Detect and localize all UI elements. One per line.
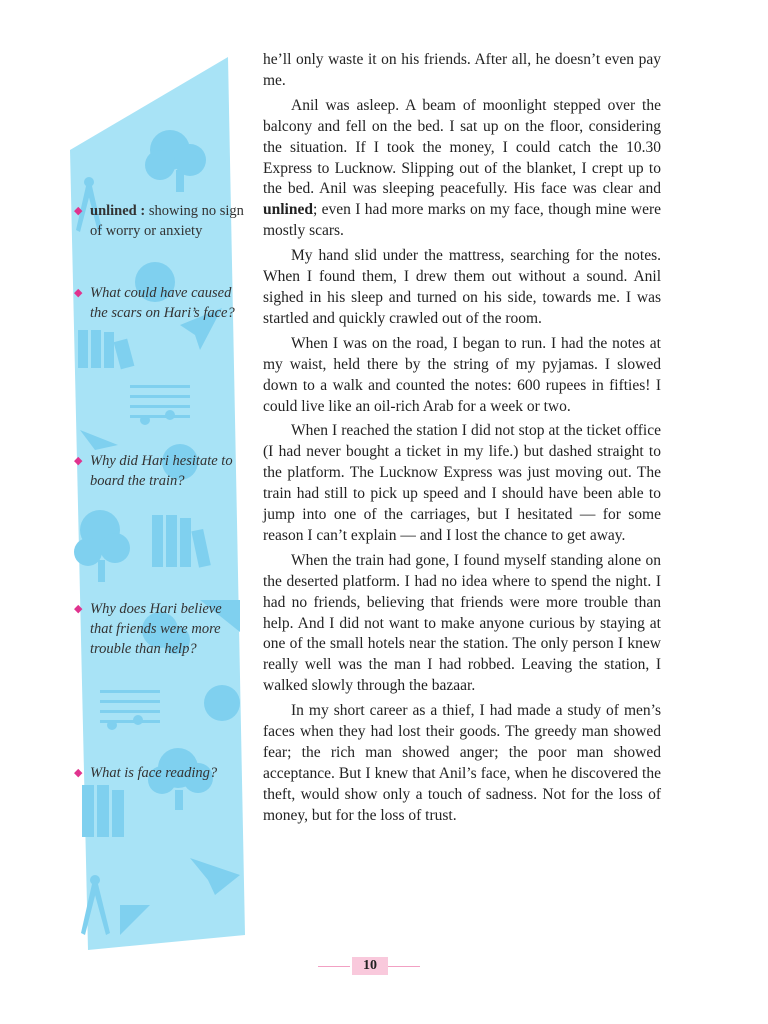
paragraph: When the train had gone, I found myself standing alone on the deserted platform. I had no idea where to spend the night. I had no friends, believing that friends were more trouble than help. And I did not want to make anyone curious by staying at one of the small hotels near the station. The only person I knew really well was the man I had robbed. Leaving the station, I walked slowly through the bazaar. bbox=[263, 551, 661, 695]
glossary-word: unlined bbox=[263, 201, 313, 219]
glossary-term: unlined : bbox=[90, 203, 146, 219]
bullet-icon: ◆ bbox=[74, 455, 83, 467]
margin-question: ◆ Why did Hari hesitate to board the train? bbox=[74, 453, 233, 489]
bullet-icon: ◆ bbox=[74, 603, 83, 615]
paragraph: When I was on the road, I began to run. I had the notes at my waist, held there by the string of my pyjamas. I slowed down to a walk and counted the notes: 600 rupees in fifties! I could live like an oil-rich Arab for a week or two. bbox=[263, 334, 661, 415]
books-icon bbox=[82, 785, 124, 837]
bullet-icon: ◆ bbox=[74, 287, 83, 299]
page-number-rule bbox=[318, 966, 350, 967]
margin-question: ◆ Why does Hari believe that friends were more trouble than help? bbox=[74, 601, 222, 657]
paragraph: My hand slid under the mattress, searching for the notes. When I found them, I drew them out without a sound. Anil sighed in his sleep and turned on his side, towards me. I was startled and quickly crawled out of the room. bbox=[263, 247, 661, 327]
paragraph: When I reached the station I did not stop at the ticket office (I had never bought a ticket in my life.) but dashed straight to the platform. The Lucknow Express was just moving out. The train had still to pick up speed and I should have been able to jump into one of the carriages, but I hesitated — for some reason I can’t explain — and I lost the chance to get away. bbox=[263, 422, 661, 544]
glossary-definition: showing no sign of worry or anxiety bbox=[90, 203, 244, 239]
paragraph: In my short career as a thief, I had made a study of men’s faces when they had lost their goods. The greedy man showed fear; the rich man showed anger; the poor man showed acceptance. But I knew that Anil’s face, when he discovered the theft, would show only a touch of sadness. Not for the loss of money, but for the loss of trust. bbox=[263, 702, 661, 824]
page-number-rule bbox=[388, 966, 420, 967]
page-number: 10 bbox=[352, 957, 388, 975]
margin-question: ◆ What could have caused the scars on Hari’s face? bbox=[74, 285, 235, 321]
paragraph: Anil was asleep. A beam of moonlight stepped over the balcony and fell on the bed. I sat up on the floor, considering the situation. If I took the money, I could catch the 10.30 Express to Lucknow. Slipping out of the blanket, I crept up to the bed. Anil was sleeping peacefully. His face was clear and unlined; even I had more marks on my face, though mine were mostly scars. bbox=[263, 96, 661, 240]
margin-question: ◆ What is face reading? bbox=[74, 765, 218, 781]
bullet-icon: ◆ bbox=[74, 205, 83, 217]
paragraph: he’ll only waste it on his friends. After all, he doesn’t even pay me. bbox=[263, 51, 661, 89]
ball-icon bbox=[204, 685, 240, 721]
glossary-note bbox=[76, 201, 246, 241]
story-body bbox=[263, 50, 661, 831]
bullet-icon: ◆ bbox=[74, 767, 83, 779]
